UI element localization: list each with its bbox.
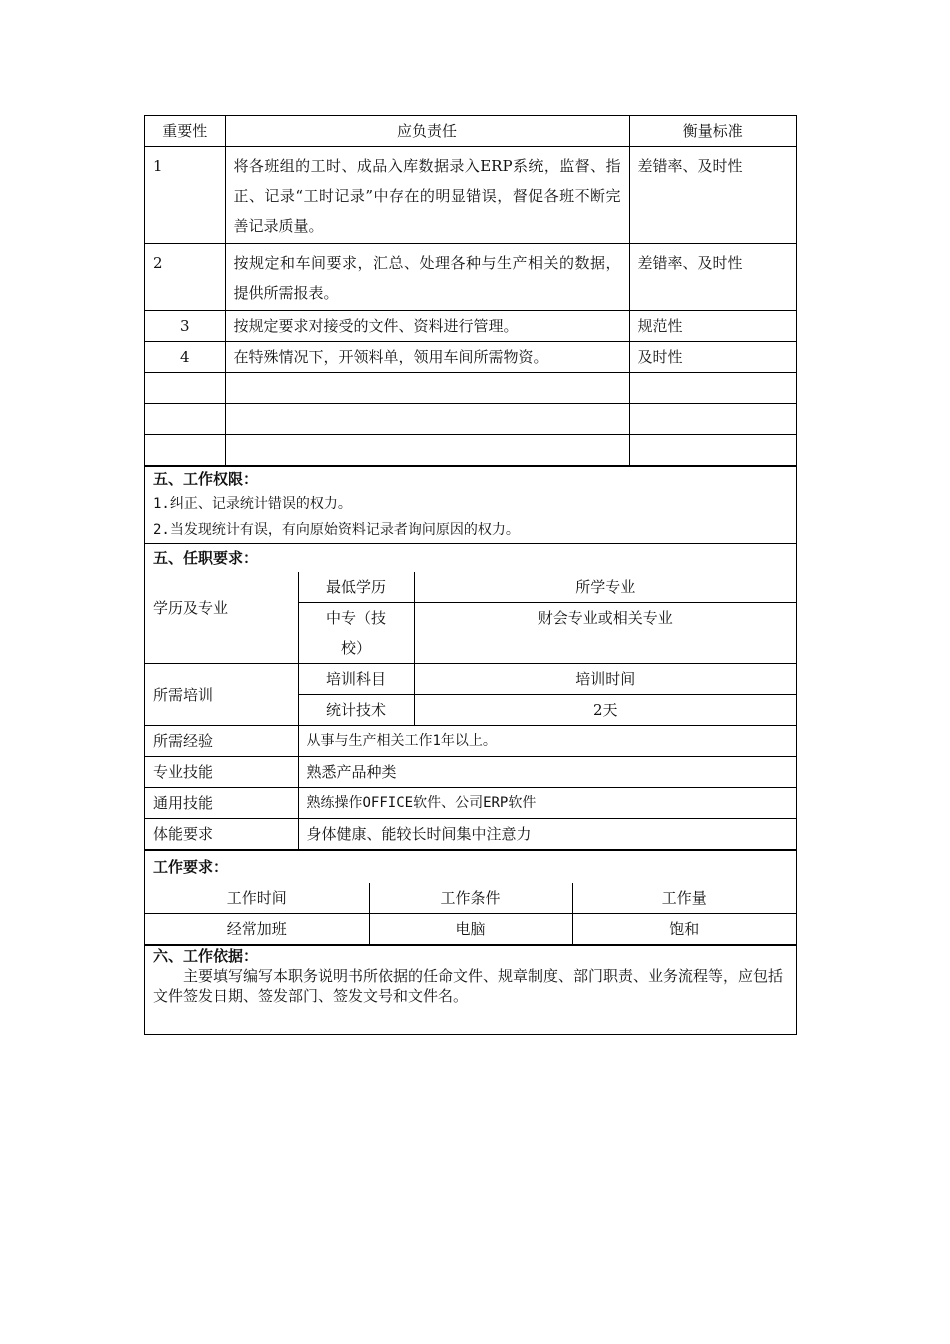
row-standard: 及时性 [629, 342, 796, 373]
header-importance: 重要性 [145, 116, 225, 147]
empty-cell [145, 373, 225, 404]
skill-row [145, 757, 796, 788]
work-req-title: 工作要求： [145, 850, 796, 883]
row-importance: 4 [145, 342, 225, 373]
skill-value: 熟悉产品种类 [298, 757, 796, 788]
experience-value: 从事与生产相关工作1年以上。 [298, 726, 796, 757]
requirements-table [145, 572, 796, 850]
row-standard: 规范性 [629, 311, 796, 342]
row-responsibility: 按规定和车间要求，汇总、处理各种与生产相关的数据，提供所需报表。 [225, 244, 629, 311]
training-header-row [145, 664, 796, 695]
authority-item: 1.纠正、记录统计错误的权力。 [153, 496, 352, 512]
empty-cell [145, 404, 225, 435]
general-skill-row [145, 788, 796, 819]
table-row [145, 244, 796, 311]
row-standard: 差错率、及时性 [629, 244, 796, 311]
physical-label: 体能要求 [145, 819, 298, 850]
experience-row [145, 726, 796, 757]
training-label: 所需培训 [145, 664, 298, 726]
edu-col2-header: 所学专业 [414, 572, 796, 603]
duties-table [145, 116, 796, 466]
empty-cell [629, 373, 796, 404]
workload-value: 饱和 [572, 914, 796, 945]
row-importance: 3 [145, 311, 225, 342]
empty-cell [225, 404, 629, 435]
physical-value: 身体健康、能较长时间集中注意力 [298, 819, 796, 850]
train-subject: 统计技术 [298, 695, 414, 726]
empty-cell [225, 373, 629, 404]
train-col1-header: 培训科目 [298, 664, 414, 695]
row-responsibility: 将各班组的工时、成品入库数据录入ERP系统，监督、指正、记录“工时记录”中存在的明显错误，督促各班不断完善记录质量。 [225, 147, 629, 244]
work-req-value-row [145, 914, 796, 945]
workload-header: 工作量 [572, 883, 796, 914]
row-standard: 差错率、及时性 [629, 147, 796, 244]
education-header-row [145, 572, 796, 603]
table-row [145, 147, 796, 244]
basis-text: 主要填写编写本职务说明书所依据的任命文件、规章制度、部门职责、业务流程等，应包括文件签发日期、签发部门、签发文号和文件名。 [153, 967, 784, 1005]
empty-cell [225, 435, 629, 466]
skill-label: 专业技能 [145, 757, 298, 788]
authority-title: 五、工作权限： [153, 470, 259, 488]
train-time: 2天 [414, 695, 796, 726]
experience-label: 所需经验 [145, 726, 298, 757]
basis-section [145, 945, 796, 1034]
authority-item: 2.当发现统计有误，有向原始资料记录者询问原因的权力。 [153, 522, 520, 538]
empty-cell [145, 435, 225, 466]
job-description-document [144, 115, 797, 1035]
general-value: 熟练操作OFFICE软件、公司ERP软件 [298, 788, 796, 819]
general-label: 通用技能 [145, 788, 298, 819]
duties-header-row [145, 116, 796, 147]
train-col2-header: 培训时间 [414, 664, 796, 695]
table-row [145, 342, 796, 373]
row-responsibility: 在特殊情况下，开领料单，领用车间所需物资。 [225, 342, 629, 373]
work-req-table [145, 883, 796, 945]
empty-cell [629, 404, 796, 435]
work-time-header: 工作时间 [145, 883, 369, 914]
basis-title: 六、工作依据： [153, 947, 259, 965]
requirements-title: 五、任职要求： [145, 543, 796, 572]
header-responsibility: 应负责任 [225, 116, 629, 147]
empty-cell [629, 435, 796, 466]
work-req-header-row [145, 883, 796, 914]
row-importance: 2 [145, 244, 225, 311]
work-time-value: 经常加班 [145, 914, 369, 945]
empty-row [145, 435, 796, 466]
row-responsibility: 按规定要求对接受的文件、资料进行管理。 [225, 311, 629, 342]
row-importance: 1 [145, 147, 225, 244]
physical-row [145, 819, 796, 850]
authority-section [145, 466, 796, 543]
major-value: 财会专业或相关专业 [414, 603, 796, 664]
work-condition-header: 工作条件 [369, 883, 572, 914]
education-label: 学历及专业 [145, 572, 298, 664]
edu-col1-header: 最低学历 [298, 572, 414, 603]
table-row [145, 311, 796, 342]
work-condition-value: 电脑 [369, 914, 572, 945]
header-standard: 衡量标准 [629, 116, 796, 147]
empty-row [145, 404, 796, 435]
empty-row [145, 373, 796, 404]
edu-value: 中专（技校） [298, 603, 414, 664]
